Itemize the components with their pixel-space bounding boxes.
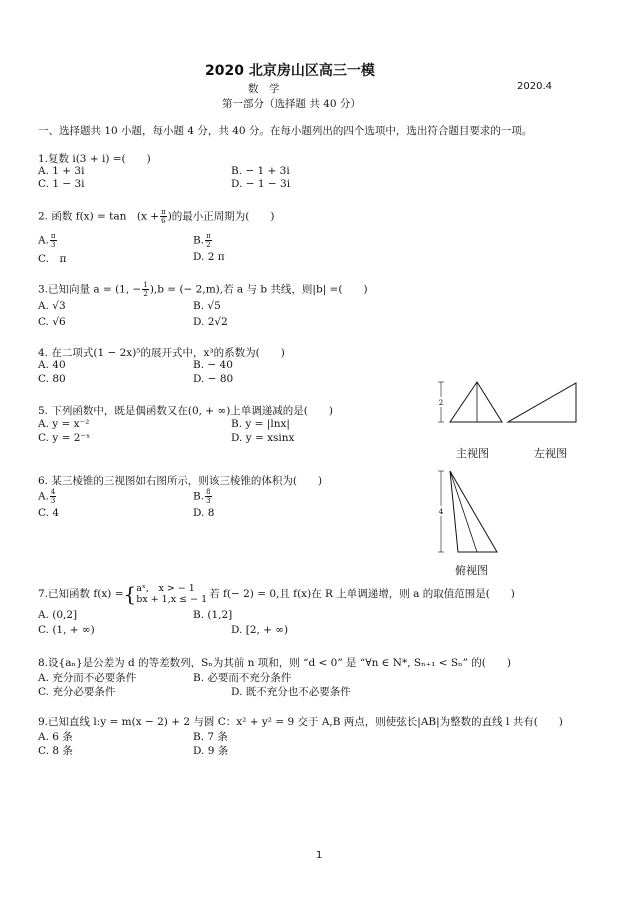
- option-letter: A.: [38, 234, 49, 247]
- fraction-numerator: π: [161, 208, 166, 216]
- question-1-option-c: C. 1 − 3i: [38, 178, 85, 190]
- question-3-option-d: D. 2√2: [193, 316, 228, 328]
- fraction-numerator: 8: [206, 488, 211, 496]
- top-height-dimension: [437, 471, 445, 552]
- fraction-denominator: 6: [161, 217, 166, 225]
- fraction-numerator: 4: [50, 488, 56, 496]
- part-heading: 第一部分（选择题 共 40 分）: [222, 98, 361, 110]
- fraction-denominator: 3: [50, 241, 56, 249]
- fraction-numerator: π: [206, 232, 211, 240]
- fraction-denominator: 2: [143, 290, 148, 298]
- question-8-stem: 8.设{aₙ}是公差为 d 的等差数列，Sₙ为其前 n 项和，则 “d < 0” 是 “∀n ∈ N*, Sₙ₊₁ < Sₙ” 的( ): [38, 657, 511, 669]
- front-height-label: 2: [438, 399, 444, 407]
- piecewise-case-1: aˣ, x > − 1: [136, 583, 195, 594]
- fraction-denominator: 3: [50, 497, 56, 505]
- subject-label: 数 学: [248, 83, 280, 95]
- question-7-stem: [38, 583, 515, 605]
- question-5-option-d: D. y = xsinx: [231, 432, 295, 444]
- question-4-stem: 4. 在二项式(1 − 2x)⁵的展开式中，x³的系数为( ): [38, 347, 285, 359]
- question-3-option-c: C. √6: [38, 316, 66, 328]
- question-9-option-b: B. 7 条: [193, 731, 228, 743]
- question-6-option-a: [38, 488, 57, 505]
- option-fraction: [50, 232, 57, 249]
- question-6-option-b: [193, 488, 213, 505]
- question-1-option-a: A. 1 + 3i: [38, 165, 85, 177]
- question-5-option-c: C. y = 2⁻ˣ: [38, 432, 91, 444]
- question-9-option-d: D. 9 条: [193, 745, 229, 757]
- question-7-option-b: B. (1,2]: [193, 609, 233, 621]
- question-4-option-d: D. − 80: [193, 373, 234, 385]
- three-view-figure: [430, 378, 580, 588]
- question-7-stem-pre: 7.已知函数 f(x) =: [38, 588, 124, 600]
- fraction-denominator: 3: [206, 497, 211, 505]
- question-2-option-d: D. 2 π: [193, 251, 225, 263]
- question-9-option-c: C. 8 条: [38, 745, 73, 757]
- question-8-option-c: C. 充分必要条件: [38, 686, 116, 698]
- section-instructions: 一、选择题共 10 小题，每小题 4 分，共 40 分。在每小题列出的四个选项中，选出符合题目要求的一项。: [38, 125, 533, 137]
- question-7-option-c: C. (1, + ∞): [38, 624, 95, 636]
- option-letter: B.: [193, 490, 205, 503]
- question-5-stem: 5. 下列函数中，既是偶函数又在(0, + ∞)上单调递减的是( ): [38, 405, 333, 417]
- question-2-stem-post: )的最小正周期为( ): [167, 210, 275, 223]
- option-fraction: [50, 488, 56, 505]
- question-8-option-a: A. 充分而不必要条件: [38, 672, 137, 684]
- question-9-stem: 9.已知直线 l:y = m(x − 2) + 2 与圆 C：x² + y² = 9 交于 A,B 两点，则使弦长|AB|为整数的直线 l 共有( ): [38, 716, 563, 728]
- question-2-stem: [38, 208, 274, 225]
- piecewise-brace: {: [123, 582, 137, 606]
- question-3-stem: [38, 281, 368, 298]
- question-8-option-d: D. 既不充分也不必要条件: [231, 686, 351, 698]
- question-4-option-b: B. − 40: [193, 359, 233, 371]
- option-fraction: [205, 232, 212, 249]
- question-2-option-c: C. π: [38, 253, 67, 265]
- question-6-option-c: C. 4: [38, 507, 60, 519]
- question-7-stem-post: 若 f(− 2) = 0,且 f(x)在 R 上单调递增，则 a 的取值范围是( ): [209, 588, 515, 600]
- fraction-denominator: 2: [206, 241, 211, 249]
- question-6-option-d: D. 8: [193, 507, 215, 519]
- question-5-option-a: A. y = x⁻²: [38, 418, 90, 430]
- question-4-option-c: C. 80: [38, 373, 66, 385]
- question-3-stem-post: ),b = (− 2,m),若 a 与 b 共线，则|b| =( ): [149, 283, 368, 296]
- front-view-label: 主视图: [456, 447, 489, 460]
- top-view-triangle: [450, 471, 497, 552]
- option-fraction: [205, 488, 211, 505]
- question-1-stem: 1.复数 i(3 + i) =( ): [38, 153, 151, 165]
- piecewise-cases: [136, 583, 207, 605]
- option-letter: A.: [38, 490, 49, 503]
- question-8-option-b: B. 必要而不充分条件: [193, 672, 292, 684]
- question-7-option-d: D. [2, + ∞): [231, 624, 289, 636]
- question-2-stem-fraction: [160, 208, 167, 225]
- top-height-label: 4: [438, 508, 444, 516]
- question-4-option-a: A. 40: [38, 359, 66, 371]
- question-5-option-b: B. y = |lnx|: [231, 418, 290, 430]
- question-9-option-a: A. 6 条: [38, 731, 73, 743]
- front-view-triangle: [450, 382, 502, 422]
- question-6-stem: 6. 某三棱锥的三视图如右图所示，则该三棱锥的体积为( ): [38, 475, 323, 487]
- exam-title: 2020 北京房山区高三一模: [205, 63, 375, 79]
- question-3-option-b: B. √5: [193, 300, 221, 312]
- side-view-triangle: [508, 383, 576, 422]
- question-2-stem-pre: 2. 函数 f(x) = tan (x +: [38, 210, 160, 223]
- page-number: 1: [316, 850, 323, 861]
- question-1-option-b: B. − 1 + 3i: [231, 165, 290, 177]
- question-3-stem-pre: 3.已知向量 a = (1, −: [38, 283, 142, 296]
- exam-date: 2020.4: [517, 81, 552, 92]
- question-2-option-b: [193, 232, 213, 249]
- fraction-numerator: π: [50, 232, 56, 240]
- question-2-option-a: [38, 232, 58, 249]
- side-view-label: 左视图: [534, 447, 567, 460]
- question-7-option-a: A. (0,2]: [38, 609, 78, 621]
- question-3-stem-fraction: [142, 281, 148, 298]
- piecewise-case-2: bx + 1,x ≤ − 1: [136, 594, 208, 605]
- option-letter: B.: [193, 234, 205, 247]
- top-view-label: 俯视图: [455, 564, 488, 577]
- question-3-option-a: A. √3: [38, 300, 66, 312]
- question-1-option-d: D. − 1 − 3i: [231, 178, 291, 190]
- fraction-numerator: 1: [143, 281, 148, 289]
- front-height-dimension: [437, 382, 445, 422]
